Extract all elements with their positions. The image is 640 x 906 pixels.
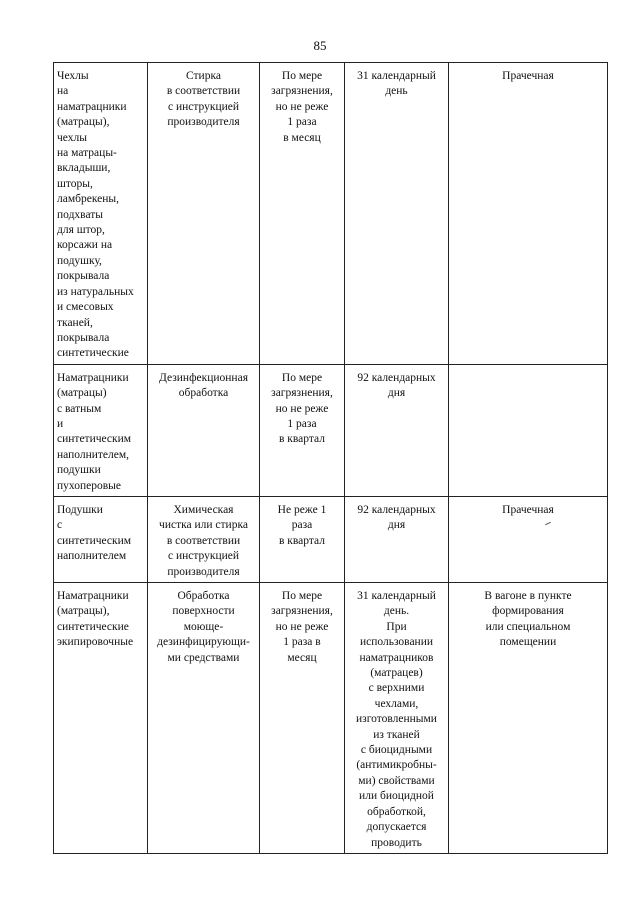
cleaning-schedule-table bbox=[53, 62, 608, 854]
table-row bbox=[54, 583, 608, 854]
item-cell: Наматрацники (матрацы), синтетические экипировочные bbox=[54, 583, 148, 854]
table-row bbox=[54, 364, 608, 496]
term-cell: 92 календарных дня bbox=[345, 496, 449, 582]
procedure-cell: Химическая чистка или стирка в соответствии с инструкцией производителя bbox=[148, 496, 260, 582]
place-cell: В вагоне в пункте формирования или специальном помещении bbox=[449, 583, 608, 854]
table-row bbox=[54, 496, 608, 582]
frequency-cell: Не реже 1 раза в квартал bbox=[260, 496, 345, 582]
table-row bbox=[54, 63, 608, 365]
term-cell: 31 календарный день bbox=[345, 63, 449, 365]
procedure-cell: Стирка в соответствии с инструкцией производителя bbox=[148, 63, 260, 365]
item-cell: Чехлы на наматрацники (матрацы), чехлы на матрацы- вкладыши, шторы, ламбрекены, подхваты для штор, корсажи на подушку, покрывала из натуральных и смесовых тканей, покрывала синтетические bbox=[54, 63, 148, 365]
procedure-cell: Дезинфекционная обработка bbox=[148, 364, 260, 496]
frequency-cell: По мере загрязнения, но не реже 1 раза в квартал bbox=[260, 364, 345, 496]
item-cell: Подушки с синтетическим наполнителем bbox=[54, 496, 148, 582]
procedure-cell: Обработка поверхности моюще- дезинфицирующи- ми средствами bbox=[148, 583, 260, 854]
page-number: 85 bbox=[313, 38, 327, 53]
frequency-cell: По мере загрязнения, но не реже 1 раза в месяц bbox=[260, 63, 345, 365]
frequency-cell: По мере загрязнения, но не реже 1 раза в месяц bbox=[260, 583, 345, 854]
term-cell: 31 календарный день. При использовании наматрацников (матрацев) с верхними чехлами, изготовленными из тканей с биоцидными (антимикробны- ми) свойствами или биоцидной обработкой, допускается проводить bbox=[345, 583, 449, 854]
term-cell: 92 календарных дня bbox=[345, 364, 449, 496]
place-cell bbox=[449, 364, 608, 496]
item-cell: Наматрацники (матрацы) с ватным и синтетическим наполнителем, подушки пухоперовые bbox=[54, 364, 148, 496]
place-cell: Прачечная bbox=[449, 496, 608, 582]
place-cell: Прачечная bbox=[449, 63, 608, 365]
